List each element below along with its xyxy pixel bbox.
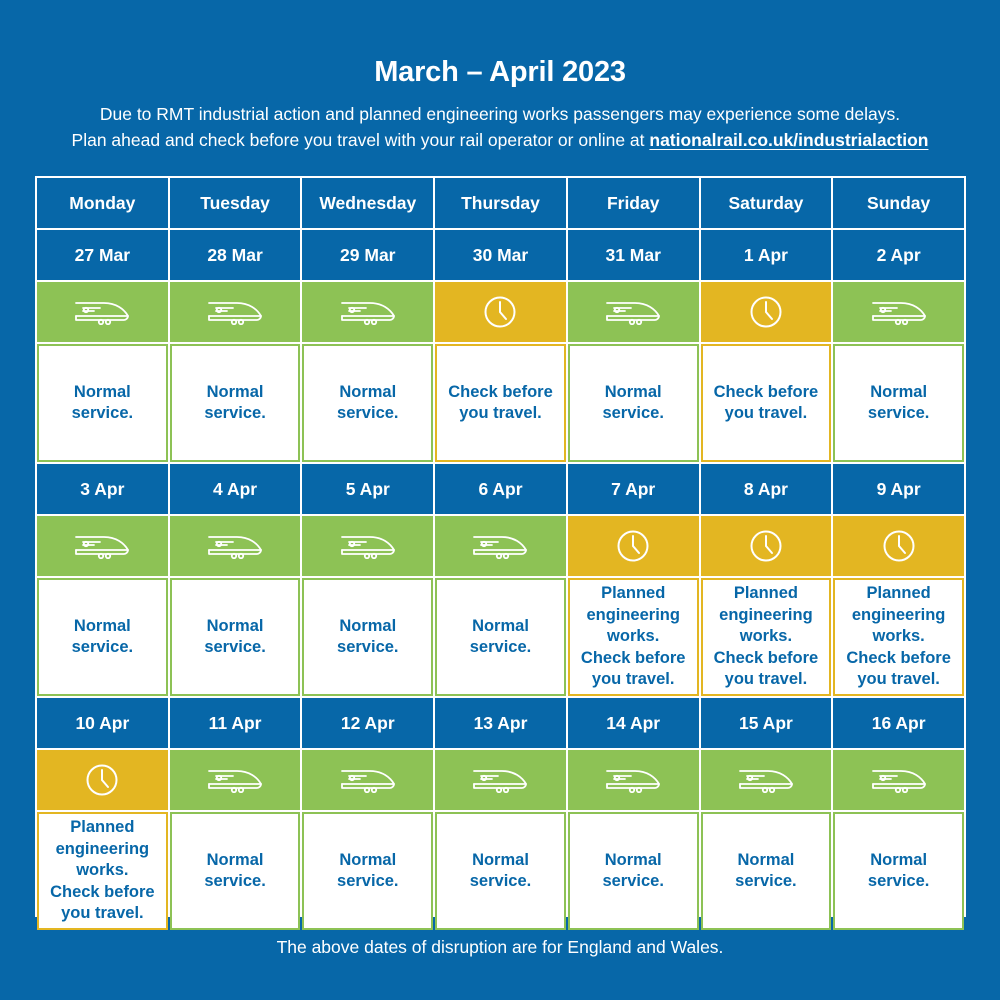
date-cell: 8 Apr (701, 464, 832, 514)
service-status-cell (435, 578, 566, 696)
service-status-cell (37, 812, 168, 930)
service-status-cell (568, 344, 699, 462)
service-status-cell (833, 344, 964, 462)
status-icon-cell (170, 750, 301, 810)
status-icon-cell (568, 750, 699, 810)
status-icon-cell (833, 516, 964, 576)
status-icon-cell (701, 282, 832, 342)
service-status-text: Normal service. (867, 850, 930, 890)
date-cell: 15 Apr (701, 698, 832, 748)
status-icon-cell (37, 282, 168, 342)
service-status-cell (302, 812, 433, 930)
day-header-saturday: Saturday (701, 178, 832, 228)
footer-note: The above dates of disruption are for England and Wales. (276, 937, 724, 957)
service-status-text: Normal service. (71, 382, 134, 422)
service-status-text: Check before you travel. (448, 382, 553, 422)
train-icon (871, 299, 927, 325)
status-icon-cell (833, 282, 964, 342)
date-cell: 29 Mar (302, 230, 433, 280)
date-cell: 13 Apr (435, 698, 566, 748)
train-icon (472, 533, 528, 559)
status-icon-cell (37, 750, 168, 810)
clock-icon (749, 295, 783, 329)
page-title: March – April 2023 (374, 56, 626, 88)
service-status-text: Check before you travel. (713, 382, 819, 422)
clock-icon (85, 763, 119, 797)
train-icon (738, 767, 794, 793)
service-status-cell (302, 344, 433, 462)
status-icon-cell (170, 282, 301, 342)
train-icon (340, 767, 396, 793)
service-status-text: Normal service. (337, 850, 399, 890)
service-status-cell (170, 578, 301, 696)
status-icon-cell (833, 750, 964, 810)
service-status-cell (833, 578, 964, 696)
date-cell: 5 Apr (302, 464, 433, 514)
service-status-cell (302, 578, 433, 696)
day-header-sunday: Sunday (833, 178, 964, 228)
subtitle-line-1: Due to RMT industrial action and planned engineering works passengers may experience some delays. (99, 104, 901, 124)
train-icon (340, 299, 396, 325)
service-status-cell (170, 812, 301, 930)
train-icon (472, 767, 528, 793)
train-icon (605, 299, 661, 325)
train-icon (340, 533, 396, 559)
status-icon-cell (701, 516, 832, 576)
service-status-cell (37, 344, 168, 462)
subtitle-line-2 (0, 127, 1000, 153)
clock-icon (882, 529, 916, 563)
service-status-cell (568, 578, 699, 696)
date-cell: 4 Apr (170, 464, 301, 514)
train-icon (74, 299, 130, 325)
service-status-cell (568, 812, 699, 930)
clock-icon (749, 529, 783, 563)
clock-icon (616, 529, 650, 563)
service-status-text: Normal service. (469, 850, 532, 890)
status-icon-cell (435, 516, 566, 576)
service-status-text: Planned engineering works. Check before you travel. (846, 584, 951, 689)
service-status-cell (701, 812, 832, 930)
status-icon-cell (37, 516, 168, 576)
date-cell: 1 Apr (701, 230, 832, 280)
service-status-cell (435, 344, 566, 462)
train-icon (207, 533, 263, 559)
date-cell: 6 Apr (435, 464, 566, 514)
date-cell: 16 Apr (833, 698, 964, 748)
subtitle-line-2-text: Plan ahead and check before you travel with your rail operator or online at (71, 130, 650, 150)
industrial-action-link[interactable]: nationalrail.co.uk/industrialaction (649, 130, 929, 150)
service-status-text: Normal service. (469, 616, 532, 656)
service-status-text: Normal service. (204, 616, 266, 656)
calendar-grid (35, 176, 966, 923)
date-cell: 10 Apr (37, 698, 168, 748)
clock-icon (483, 295, 517, 329)
train-icon (207, 767, 263, 793)
train-icon (74, 533, 130, 559)
date-cell: 12 Apr (302, 698, 433, 748)
service-status-text: Planned engineering works. Check before you travel. (50, 818, 155, 923)
status-icon-cell (568, 282, 699, 342)
day-header-wednesday: Wednesday (302, 178, 433, 228)
service-status-text: Planned engineering works. Check before you travel. (713, 584, 819, 689)
service-status-text: Normal service. (602, 382, 664, 422)
service-status-text: Normal service. (735, 850, 797, 890)
day-header-thursday: Thursday (435, 178, 566, 228)
date-cell: 27 Mar (37, 230, 168, 280)
day-header-tuesday: Tuesday (170, 178, 301, 228)
day-header-monday: Monday (37, 178, 168, 228)
service-status-text: Normal service. (602, 850, 664, 890)
date-cell: 11 Apr (170, 698, 301, 748)
service-status-cell (37, 578, 168, 696)
date-cell: 3 Apr (37, 464, 168, 514)
service-status-text: Normal service. (204, 382, 266, 422)
date-cell: 7 Apr (568, 464, 699, 514)
service-status-cell (833, 812, 964, 930)
date-cell: 9 Apr (833, 464, 964, 514)
service-status-text: Planned engineering works. Check before you travel. (580, 584, 686, 689)
day-header-friday: Friday (568, 178, 699, 228)
date-cell: 14 Apr (568, 698, 699, 748)
train-icon (605, 767, 661, 793)
service-status-text: Normal service. (204, 850, 266, 890)
service-status-text: Normal service. (337, 616, 399, 656)
status-icon-cell (435, 750, 566, 810)
train-icon (207, 299, 263, 325)
status-icon-cell (170, 516, 301, 576)
service-status-cell (170, 344, 301, 462)
service-status-cell (701, 578, 832, 696)
service-status-text: Normal service. (867, 382, 930, 422)
service-status-cell (435, 812, 566, 930)
date-cell: 2 Apr (833, 230, 964, 280)
date-cell: 30 Mar (435, 230, 566, 280)
service-status-text: Normal service. (71, 616, 134, 656)
status-icon-cell (435, 282, 566, 342)
date-cell: 31 Mar (568, 230, 699, 280)
service-status-cell (701, 344, 832, 462)
date-cell: 28 Mar (170, 230, 301, 280)
status-icon-cell (701, 750, 832, 810)
status-icon-cell (302, 282, 433, 342)
status-icon-cell (302, 516, 433, 576)
train-icon (871, 767, 927, 793)
status-icon-cell (302, 750, 433, 810)
status-icon-cell (568, 516, 699, 576)
service-status-text: Normal service. (337, 382, 399, 422)
